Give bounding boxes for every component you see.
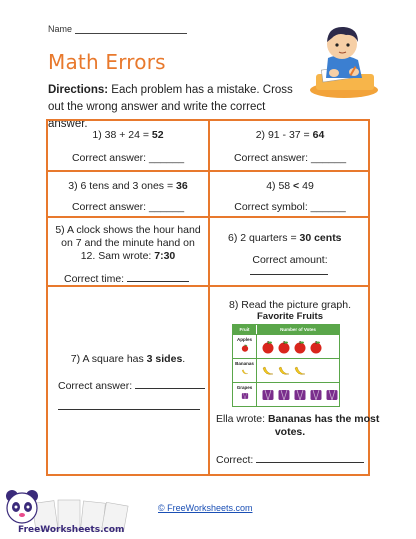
problem-6-answer-label: Correct amount: [252, 254, 328, 266]
directions-text: Each problem has a mistake. Cross out the wrong answer and write the correct answer. [48, 84, 293, 130]
problem-4-text [210, 180, 370, 192]
problem-3-wrong-answer[interactable]: 36 [176, 180, 188, 192]
name-blank[interactable] [75, 25, 187, 34]
page-title: Math Errors [48, 50, 166, 74]
name-line [48, 24, 187, 34]
footer-link[interactable]: © FreeWorksheets.com [158, 503, 253, 513]
grapes-icon [293, 388, 307, 402]
problem-8-prompt: 8) Read the picture graph. [229, 299, 351, 311]
problem-1-text [48, 129, 208, 141]
banana-icon [241, 368, 249, 376]
problem-6 [210, 218, 370, 287]
problem-7-answer-label: Correct answer: [58, 380, 133, 392]
banana-icon [277, 364, 291, 378]
problem-8-wrong-claim[interactable]: Bananas has the most [267, 413, 380, 425]
problem-8-wrong-claim-end[interactable]: votes. [274, 426, 306, 438]
grapes-icon [241, 392, 249, 400]
apple-icon [277, 340, 291, 354]
picture-graph [232, 324, 340, 407]
problem-8-ella-lead: Ella wrote: [216, 413, 268, 425]
apple-icon [293, 340, 307, 354]
graph-title: Favorite Fruits [257, 311, 323, 322]
graph-col-votes: Number of Votes [280, 327, 316, 332]
problem-6-text [228, 232, 342, 244]
problem-8 [210, 287, 380, 476]
problem-3-answer-line[interactable]: Correct answer: ______ [71, 201, 185, 213]
problem-5-line-3: 12. Sam wrote: [80, 250, 155, 262]
problem-2-answer-line[interactable]: Correct answer: ______ [233, 152, 347, 164]
problem-5 [48, 218, 210, 287]
graph-row-fruit: Grapes [233, 383, 257, 406]
graph-row [233, 334, 339, 358]
graph-row [233, 382, 339, 406]
graph-row-fruit: Apples [233, 335, 257, 358]
problem-8-blank[interactable] [256, 453, 364, 463]
problem-3 [48, 172, 210, 218]
problem-6-lead: 6) 2 quarters = [228, 232, 300, 244]
student-illustration [298, 18, 386, 106]
grapes-icon [277, 388, 291, 402]
name-label: Name [48, 24, 73, 34]
problem-7-tail: . [182, 353, 186, 365]
problem-3-lead: 3) 6 tens and 3 ones = [68, 180, 176, 192]
problem-5-answer-line[interactable] [64, 272, 189, 285]
problem-5-wrong-answer[interactable]: 7:30 [154, 250, 176, 262]
problem-7-extra-line[interactable] [58, 409, 200, 410]
graph-col-fruit: Fruit [233, 325, 257, 334]
problem-7-wrong-answer[interactable]: 3 sides [146, 353, 183, 365]
problem-2-wrong-answer[interactable]: 64 [312, 129, 325, 141]
problem-4-tail: 49 [299, 180, 314, 192]
graph-row-fruit: Bananas [233, 359, 257, 382]
problem-6-wrong-answer[interactable]: 30 cents [299, 232, 342, 244]
problem-7 [48, 287, 210, 476]
banana-icon [261, 364, 275, 378]
grapes-icon [325, 388, 339, 402]
apple-icon [261, 340, 275, 354]
problem-1-lead: 1) 38 + 24 = [92, 129, 152, 141]
problem-4-wrong-symbol[interactable]: < [293, 180, 300, 192]
problem-grid [46, 119, 380, 476]
problem-1 [48, 121, 210, 172]
graph-rows [233, 334, 339, 406]
graph-header [233, 325, 339, 334]
problem-5-text [48, 224, 208, 263]
problem-2-lead: 2) 91 - 37 = [255, 129, 313, 141]
problem-7-text [48, 353, 208, 365]
apple-icon [241, 344, 249, 352]
grapes-icon [309, 388, 323, 402]
graph-row [233, 358, 339, 382]
problem-8-answer-line[interactable] [216, 453, 364, 466]
problem-6-blank[interactable] [250, 274, 328, 275]
problem-7-lead: 7) A square has [70, 353, 147, 365]
problem-5-line-1: 5) A clock shows the hour hand [55, 224, 201, 236]
problem-3-text [48, 180, 208, 192]
problem-5-blank[interactable] [127, 272, 189, 282]
directions-label: Directions: [48, 84, 109, 96]
problem-5-answer-label: Correct time: [64, 273, 125, 285]
problem-5-line-2: on 7 and the minute hand on [61, 237, 195, 249]
graph-row-icons [257, 359, 339, 382]
problem-1-answer-line[interactable]: Correct answer: ______ [71, 152, 185, 164]
problem-4-answer-line[interactable]: Correct symbol: ______ [234, 201, 346, 213]
banana-icon [293, 364, 307, 378]
problem-8-answer-label: Correct: [216, 454, 254, 466]
graph-row-icons [257, 335, 339, 358]
problem-2 [210, 121, 370, 172]
problem-1-wrong-answer[interactable]: 52 [151, 129, 164, 141]
problem-4 [210, 172, 370, 218]
grapes-icon [261, 388, 275, 402]
problem-4-lead: 4) 58 [266, 180, 294, 192]
problem-8-statement [216, 413, 379, 426]
graph-row-icons [257, 383, 339, 406]
apple-icon [309, 340, 323, 354]
problem-7-answer-line[interactable] [58, 379, 205, 392]
logo-text: FreeWorksheets.com [18, 525, 125, 535]
problem-7-blank[interactable] [135, 379, 205, 389]
problem-2-text [210, 129, 370, 141]
